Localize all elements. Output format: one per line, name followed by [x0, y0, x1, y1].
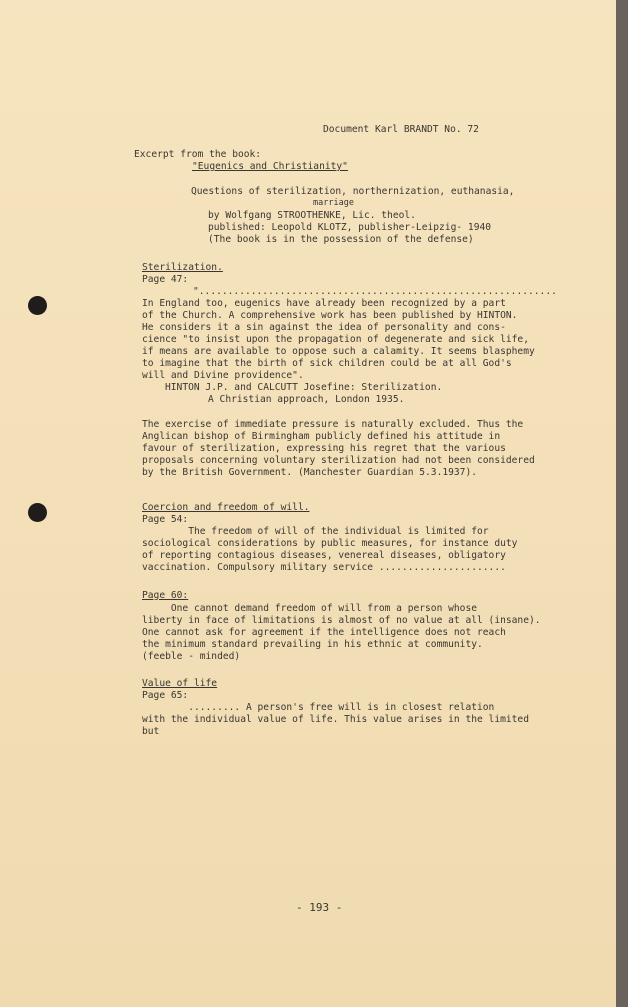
- paragraph-line: (feeble - minded): [142, 651, 241, 662]
- paragraph-line: Anglican bishop of Birmingham publicly defined his attitude in: [142, 431, 501, 442]
- paragraph-line: by the British Government. (Manchester Guardian 5.3.1937).: [142, 467, 478, 478]
- paragraph-line: to imagine that the birth of sick children could be at all God's: [142, 358, 512, 369]
- paragraph-line: He considers it a sin against the idea of personality and cons-: [142, 322, 506, 333]
- page-ref-54: Page 54:: [142, 514, 189, 525]
- paragraph-line: favour of sterilization, expressing his regret that the various: [142, 443, 506, 454]
- book-subtitle-insert: marriage: [313, 198, 354, 208]
- paragraph-line: will and Divine providence".: [142, 370, 304, 381]
- document-number: Document Karl BRANDT No. 72: [323, 124, 479, 135]
- paragraph-line: cience "to insist upon the propagation of degenerate and sick life,: [142, 334, 529, 345]
- paragraph-line: but: [142, 726, 160, 737]
- book-title: "Eugenics and Christianity": [192, 161, 348, 172]
- paragraph-line: the minimum standard prevailing in his ethnic at community.: [142, 639, 483, 650]
- paragraph-line: ......... A person's free will is in closest relation: [142, 702, 495, 713]
- book-author: by Wolfgang STROOTHENKE, Lic. theol.: [208, 210, 416, 221]
- paragraph-line: of the Church. A comprehensive work has been published by HINTON.: [142, 310, 518, 321]
- paragraph-line: if means are available to oppose such a calamity. It seems blasphemy: [142, 346, 535, 357]
- paragraph-line: of reporting contagious diseases, venereal diseases, obligatory: [142, 550, 506, 561]
- section-heading-value-of-life: Value of life: [142, 678, 218, 689]
- section-heading-sterilization: Sterilization.: [142, 262, 223, 273]
- ellipsis-line: "..............................................................: [193, 286, 557, 297]
- background-strip: [616, 0, 628, 1007]
- paragraph-line: In England too, eugenics have already been recognized by a part: [142, 298, 506, 309]
- paragraph-line: proposals concerning voluntary sterilization had not been considered: [142, 455, 535, 466]
- paragraph-line: The freedom of will of the individual is limited for: [142, 526, 489, 537]
- paragraph-line: One cannot ask for agreement if the intelligence does not reach: [142, 627, 506, 638]
- book-possession-note: (The book is in the possession of the defense): [208, 234, 474, 245]
- paragraph-line: The exercise of immediate pressure is naturally excluded. Thus the: [142, 419, 524, 430]
- citation-line: HINTON J.P. and CALCUTT Josefine: Sterilization.: [165, 382, 443, 393]
- paragraph-line: liberty in face of limitations is almost of no value at all (insane).: [142, 615, 541, 626]
- section-heading-coercion: Coercion and freedom of will.: [142, 502, 310, 513]
- page-ref-65: Page 65:: [142, 690, 189, 701]
- citation-line: A Christian approach, London 1935.: [208, 394, 405, 405]
- book-subtitle: Questions of sterilization, northernization, euthanasia,: [191, 186, 515, 197]
- paragraph-line: sociological considerations by public measures, for instance duty: [142, 538, 518, 549]
- page-ref-47: Page 47:: [142, 274, 189, 285]
- paragraph-line: with the individual value of life. This value arises in the limited: [142, 714, 529, 725]
- page-ref-60: Page 60:: [142, 590, 189, 601]
- page-number: - 193 -: [296, 901, 343, 914]
- paragraph-line: One cannot demand freedom of will from a person whose: [142, 603, 478, 614]
- excerpt-label: Excerpt from the book:: [134, 149, 262, 160]
- paragraph-line: vaccination. Compulsory military service ......................: [142, 562, 506, 573]
- book-publisher: published: Leopold KLOTZ, publisher-Leipzig- 1940: [208, 222, 492, 233]
